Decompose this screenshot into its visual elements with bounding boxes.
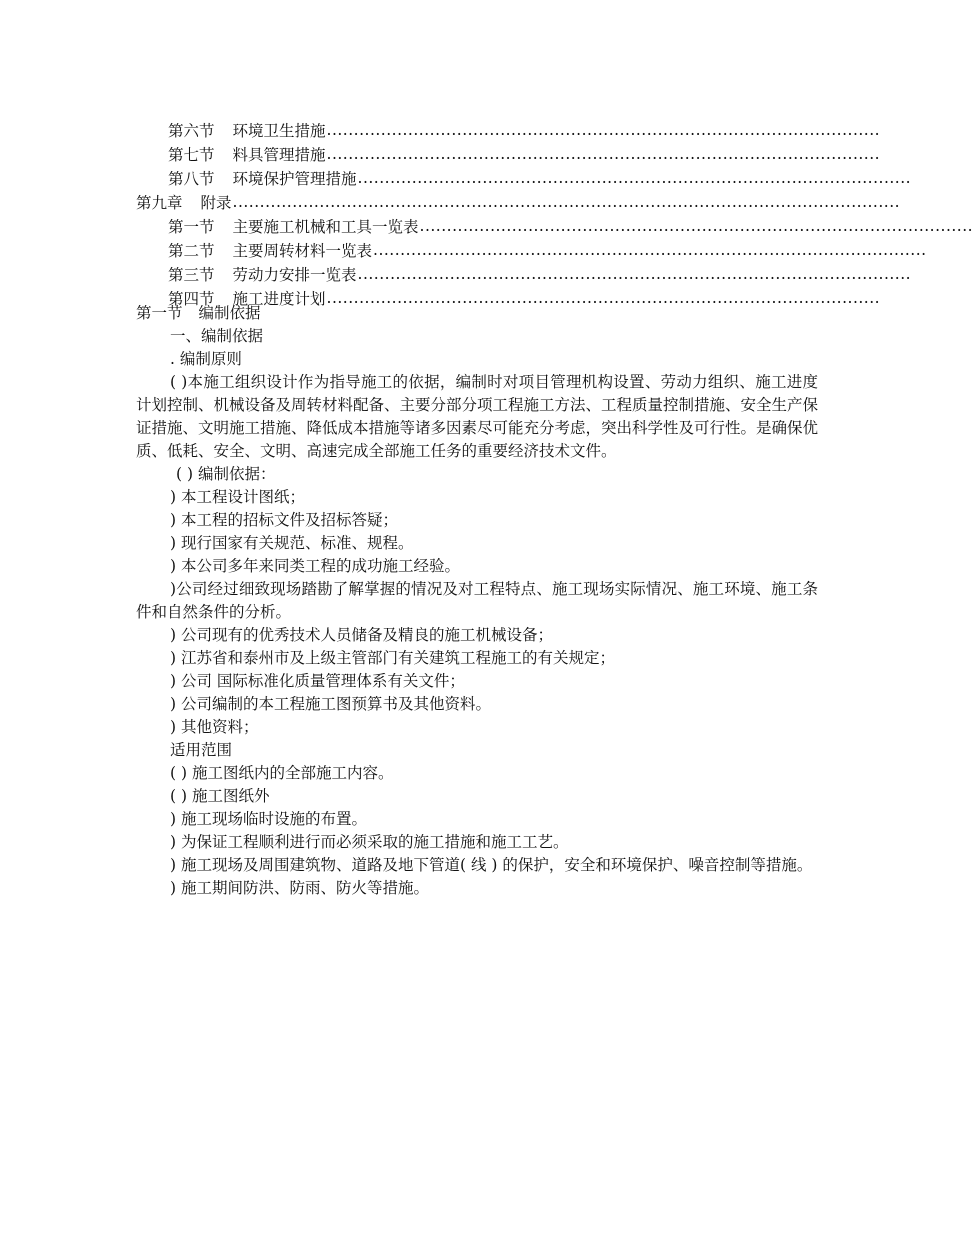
toc-leader-dots: ...................................................................................................... <box>357 169 912 187</box>
toc-entry-number: 第八节 <box>168 170 215 188</box>
toc-entry[interactable] <box>136 262 912 286</box>
list-item: ) 公司 国际标准化质量管理体系有关文件； <box>170 672 465 690</box>
list-item: ) 其他资料； <box>170 718 259 736</box>
basis-paragraph: )公司经过细致现场踏勘了解掌握的情况及对工程特点、施工现场实际情况、施工环境、施工条件和自然条件的分析。 <box>136 580 818 621</box>
toc-entry[interactable] <box>136 238 927 262</box>
toc-leader-dots: ...................................................................................................... <box>326 289 881 307</box>
toc-entry-title: 环境保护管理措施 <box>232 170 357 188</box>
list-item: ) 本工程的招标文件及招标答疑； <box>170 511 398 529</box>
scope-paragraph: ) 施工现场及周围建筑物、道路及地下管道( 线 ) 的保护，安全和环境保护、噪音控制等措施。 <box>170 856 813 874</box>
table-of-contents <box>136 118 973 310</box>
toc-entry-number: 第九章 <box>136 194 183 212</box>
toc-leader-dots: ...................................................................................................... <box>326 121 881 139</box>
list-item: ) 江苏省和泰州市及上级主管部门有关建筑工程施工的有关规定； <box>170 649 615 667</box>
toc-entry-number: 第七节 <box>168 146 215 164</box>
toc-entry[interactable] <box>136 214 973 238</box>
list-item: ) 施工现场临时设施的布置。 <box>170 810 367 828</box>
toc-entry-title: 料具管理措施 <box>232 146 326 164</box>
toc-entry-number: 第二节 <box>168 242 215 260</box>
toc-entry-title: 附录 <box>200 194 232 212</box>
toc-entry[interactable] <box>136 190 901 214</box>
section-title: 编制依据 <box>198 304 261 322</box>
toc-entry-title: 劳动力安排一览表 <box>232 266 357 284</box>
basis-heading: ( ) 编制依据： <box>176 465 276 483</box>
list-item: ( ) 施工图纸内的全部施工内容。 <box>170 764 394 782</box>
toc-leader-dots: ........................................................................................................................... <box>232 193 901 211</box>
toc-leader-dots: ...................................................................................................... <box>419 217 973 235</box>
toc-entry[interactable] <box>136 166 912 190</box>
list-item: ) 本公司多年来同类工程的成功施工经验。 <box>170 557 460 575</box>
toc-leader-dots: ...................................................................................................... <box>357 265 912 283</box>
toc-entry-title: 主要周转材料一览表 <box>232 242 373 260</box>
section-heading <box>136 302 818 325</box>
list-item: ) 公司现有的优秀技术人员储备及精良的施工机械设备； <box>170 626 553 644</box>
toc-entry-title: 环境卫生措施 <box>232 122 326 140</box>
list-item: ) 施工期间防洪、防雨、防火等措施。 <box>170 879 429 897</box>
section-number: 第一节 <box>136 304 183 322</box>
list-item: ) 为保证工程顺利进行而必须采取的施工措施和施工工艺。 <box>170 833 569 851</box>
document-body <box>136 302 818 900</box>
toc-entry[interactable] <box>136 142 881 166</box>
toc-entry-number: 第一节 <box>168 218 215 236</box>
scope-heading: 适用范围 <box>170 741 233 759</box>
toc-entry-number: 第三节 <box>168 266 215 284</box>
toc-leader-dots: ...................................................................................................... <box>326 145 881 163</box>
principle-paragraph: ( )本施工组织设计作为指导施工的依据，编制时对项目管理机构设置、劳动力组织、施工进度计划控制、机械设备及周转材料配备、主要分部分项工程施工方法、工程质量控制措施、安全生产保证措施、文明施工措施、降低成本措施等诸多因素尽可能充分考虑，突出科学性及可行性。是确保优质、低耗、安全、文明、高速完成全部施工任务的重要经济技术文件。 <box>136 373 819 460</box>
heading-level1: 一、编制依据 <box>170 327 264 345</box>
toc-entry-number: 第六节 <box>168 122 215 140</box>
heading-level2: . 编制原则 <box>170 350 242 368</box>
toc-entry[interactable] <box>136 118 881 142</box>
toc-entry-title: 主要施工机械和工具一览表 <box>232 218 419 236</box>
toc-entry-number: 第四节 <box>168 290 215 308</box>
list-item: ) 公司编制的本工程施工图预算书及其他资料。 <box>170 695 491 713</box>
list-item: ) 本工程设计图纸； <box>170 488 305 506</box>
list-item: ) 现行国家有关规范、标准、规程。 <box>170 534 414 552</box>
toc-entry-title: 施工进度计划 <box>232 290 326 308</box>
list-item: ( ) 施工图纸外 <box>170 787 270 805</box>
toc-leader-dots: ...................................................................................................... <box>373 241 927 259</box>
